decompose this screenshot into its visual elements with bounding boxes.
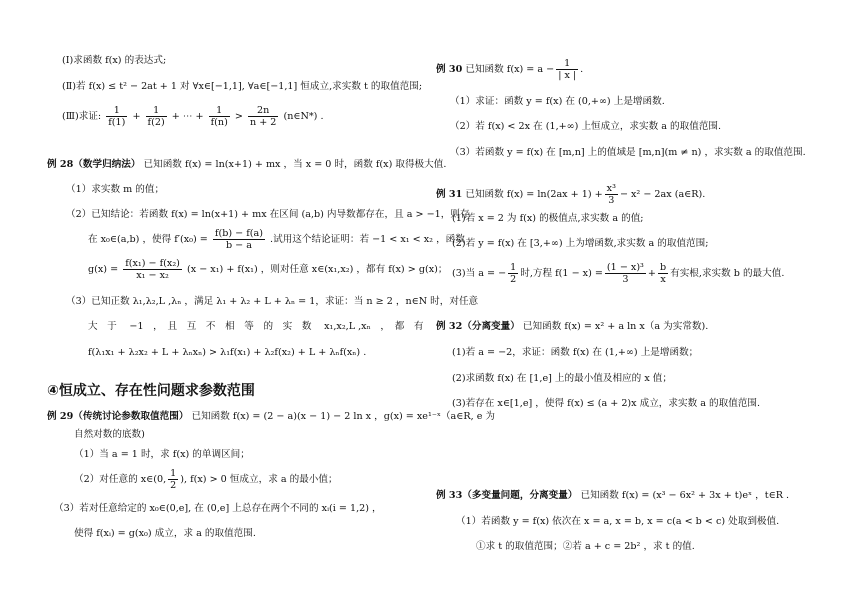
example-30-title: 例 30	[436, 64, 463, 75]
problem-part-3	[62, 105, 324, 128]
q2-prefix: （2）对任意的 x∈(0,	[74, 474, 167, 485]
half-fraction	[168, 468, 178, 491]
fraction-2-den: f(2)	[147, 117, 165, 128]
greater-sign: >	[234, 111, 243, 122]
half-den: 2	[170, 480, 177, 491]
fraction-3-num: 1	[209, 105, 230, 117]
example-30-q1: （1）求证：函数 y = f(x) 在 (0,+∞) 上是增函数.	[450, 96, 665, 107]
q2-line3-prefix: g(x) =	[88, 264, 119, 275]
q2-line2-prefix: 在 x₀∈(a,b) ，使得 f′(x₀) =	[88, 234, 208, 245]
ex30-prefix: 已知函数 f(x) = a −	[465, 64, 555, 75]
q2-line2-suffix: .试用这个结论证明：若 −1 < x₁ < x₂ ，函数	[270, 234, 465, 245]
fraction-3	[209, 105, 230, 128]
example-32-title: 例 32（分离变量）	[436, 321, 520, 332]
fraction-4-num: 2n	[248, 105, 278, 117]
example-29-q1: （1）当 a = 1 时，求 f(x) 的单调区间；	[74, 449, 250, 460]
ex31-num: x³	[606, 183, 616, 194]
problem-part-2: (Ⅱ)若 f(x) ≤ t² − 2at + 1 对 ∀x∈[−1,1], ∀a∈[−1,1] 恒成立,求实数 t 的取值范围;	[62, 81, 423, 92]
example-28-q3-line1: （3）已知正数 λ₁,λ₂,L ,λₙ ，满足 λ₁ + λ₂ + L + λₙ = 1，求证：当 n ≥ 2 ，n∈N 时，对任意	[66, 296, 479, 307]
ex30-num: 1	[556, 58, 578, 70]
example-29-q2	[74, 468, 338, 491]
example-33-header	[436, 489, 789, 502]
ex31-q3-n1: 1	[510, 262, 517, 273]
example-32-q3: (3)若存在 x∈[1,e] ，使得 f(x) ≤ (a + 2)x 成立，求实数 a 的取值范围.	[452, 398, 761, 409]
half-num: 1	[170, 468, 177, 479]
fraction-4	[248, 105, 278, 128]
example-28-q3-line2: 大 于 −1 ， 且 互 不 相 等 的 实 数 x₁,x₂,L ,xₙ ， 都 有	[88, 321, 424, 332]
example-28-q3-line3: f(λ₁x₁ + λ₂x₂ + L + λₙxₙ) > λ₁f(x₁) + λ₂f(x₂) + L + λₙf(xₙ) .	[88, 347, 367, 358]
ex31-prefix: 已知函数 f(x) = ln(2ax + 1) +	[465, 189, 603, 200]
example-28-title: 例 28（数学归纳法）	[47, 159, 141, 170]
example-30-header	[436, 58, 583, 81]
fraction-1-num: 1	[106, 105, 127, 117]
ex31-fraction	[605, 183, 618, 206]
fraction-1-den: f(1)	[108, 117, 126, 128]
fraction-1	[106, 105, 127, 128]
example-29-intro: 已知函数 f(x) = (2 − a)(x − 1) − 2 ln x ，g(x) = xe¹⁻ˣ（a∈R, e 为	[191, 411, 496, 422]
fraction-3-den: f(n)	[210, 117, 228, 128]
section-heading: ④恒成立、存在性问题求参数范围	[47, 383, 255, 399]
example-28-q2-line2	[88, 228, 465, 251]
example-28-header	[47, 158, 446, 171]
g-fraction-num: f(x₁) − f(x₂)	[125, 258, 180, 269]
problem-part-1: (Ⅰ)求函数 f(x) 的表达式;	[62, 55, 167, 66]
q2-suffix: ), f(x) > 0 恒成立，求 a 的最小值；	[180, 474, 338, 485]
part-3-prefix: (Ⅲ)求证:	[62, 111, 102, 122]
fraction-4-den: n + 2	[249, 117, 277, 128]
ex31-q3-plus: +	[647, 268, 656, 279]
example-30-q3: （3）若函数 y = f(x) 在 [m,n] 上的值域是 [m,n](m ≠ n) ，求实数 a 的取值范围.	[450, 147, 806, 158]
ex31-suffix: − x² − 2ax (a∈R).	[619, 189, 706, 200]
example-29-intro-2: 自然对数的底数)	[74, 429, 145, 440]
ex31-q3-n2: (1 − x)³	[606, 262, 644, 273]
g-fraction	[123, 258, 182, 281]
example-28-intro: 已知函数 f(x) = ln(x+1) + mx ，当 x = 0 时，函数 f(x) 取得极大值.	[143, 159, 447, 170]
ex30-fraction	[556, 58, 578, 81]
example-30-q2: （2）若 f(x) < 2x 在 (1,+∞) 上恒成立，求实数 a 的取值范围.	[450, 121, 722, 132]
example-32-header	[436, 320, 708, 333]
fraction-2-num: 1	[146, 105, 167, 117]
q2-fraction-den: b − a	[225, 240, 252, 251]
example-31-q2: (2)若 y = f(x) 在 [3,+∞) 上为增函数,求实数 a 的取值范围;	[452, 238, 709, 249]
plus-sign: +	[132, 111, 141, 122]
q2-fraction	[213, 228, 265, 251]
fraction-2	[146, 105, 167, 128]
ex31-q3-frac2	[605, 262, 646, 285]
ex31-q3-n3: b	[659, 262, 667, 273]
q2-line3-suffix: (x − x₁) + f(x₁) ，则对任意 x∈(x₁,x₂) ，都有 f(x) > g(x)；	[187, 264, 448, 275]
ex30-suffix: .	[580, 64, 584, 75]
ex31-q3-frac3	[658, 262, 668, 285]
example-33-title: 例 33（多变量问题，分离变量）	[436, 490, 578, 501]
ex31-q3-frac1	[508, 262, 518, 285]
example-33-intro: 已知函数 f(x) = (x³ − 6x² + 3x + t)eˣ ，t∈R .	[580, 490, 790, 501]
example-31-q3	[452, 262, 784, 285]
part-3-suffix: (n∈N*) .	[283, 111, 324, 122]
example-32-intro: 已知函数 f(x) = x² + a ln x（a 为实常数).	[522, 321, 709, 332]
example-29-header	[47, 410, 495, 423]
q2-fraction-num: f(b) − f(a)	[214, 228, 263, 239]
example-28-q1: （1）求实数 m 的值；	[66, 184, 165, 195]
example-31-title: 例 31	[436, 189, 463, 200]
example-28-q2-line3	[88, 258, 447, 281]
example-28-q2-line1: （2）已知结论：若函数 f(x) = ln(x+1) + mx 在区间 (a,b) 内导数都存在，且 a > −1，则存	[66, 209, 470, 220]
example-29-q3-line1: （3）若对任意给定的 x₀∈(0,e], 在 (0,e] 上总存在两个不同的 xᵢ(i = 1,2) ，	[54, 503, 382, 514]
example-32-q1: (1)若 a = −2，求证：函数 f(x) 在 (1,+∞) 上是增函数；	[452, 347, 699, 358]
ex31-q3-mid: 时,方程 f(1 − x) =	[520, 268, 603, 279]
ex31-q3-d1: 2	[510, 274, 517, 285]
ellipsis: + ⋯ +	[171, 111, 204, 122]
example-31-q1: (1)若 x = 2 为 f(x) 的极值点,求实数 a 的值;	[452, 213, 644, 224]
example-29-title: 例 29（传统讨论参数取值范围）	[47, 411, 189, 422]
example-29-q3-line2: 使得 f(xᵢ) = g(x₀) 成立，求 a 的取值范围.	[74, 528, 256, 539]
example-31-header	[436, 183, 705, 206]
example-32-q2: (2)求函数 f(x) 在 [1,e] 上的最小值及相应的 x 值；	[452, 373, 672, 384]
ex31-q3-d3: x	[660, 274, 666, 285]
example-33-q1-sub: ①求 t 的取值范围；②若 a + c = 2b² ，求 t 的值.	[476, 541, 695, 552]
ex31-q3-suffix: 有实根,求实数 b 的最大值.	[670, 268, 785, 279]
ex31-q3-prefix: (3)当 a = −	[452, 268, 507, 279]
ex30-den: | x |	[558, 70, 577, 81]
ex31-den: 3	[608, 195, 615, 206]
ex31-q3-d2: 3	[622, 274, 629, 285]
example-33-q1: （1）若函数 y = f(x) 依次在 x = a, x = b, x = c(a < b < c) 处取到极值.	[456, 516, 780, 527]
g-fraction-den: x₁ − x₂	[136, 270, 169, 281]
